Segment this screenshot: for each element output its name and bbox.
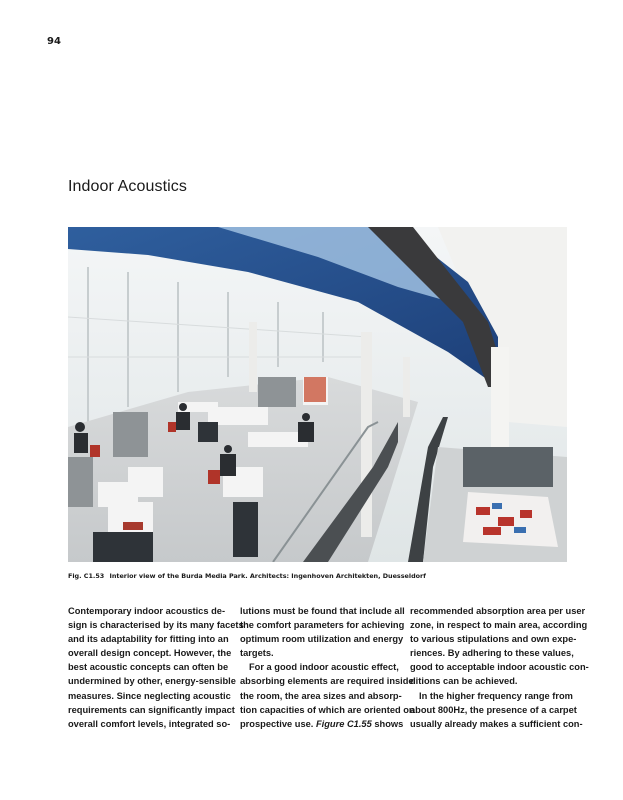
text-line: to various stipulations and own expe- xyxy=(410,634,577,645)
text-line: about 800Hz, the presence of a carpet xyxy=(410,704,577,715)
text-line: riences. By adhering to these values, xyxy=(410,648,574,659)
figure-caption-text: Interior view of the Burda Media Park. Architects: Ingenhoven Architekten, Duesseldorf xyxy=(109,572,426,580)
text-line: requirements can significantly impact xyxy=(68,704,235,715)
text-line: absorbing elements are required inside xyxy=(240,676,414,687)
text-line: recommended absorption area per user xyxy=(410,606,586,616)
figure-label: Fig. C1.53 xyxy=(68,572,105,580)
text-fragment: shows xyxy=(371,718,404,729)
text-line: undermined by other, energy-sensible xyxy=(68,676,236,687)
text-line: ditions can be achieved. xyxy=(410,676,518,687)
text-line: best acoustic concepts can often be xyxy=(68,662,229,673)
text-line: For a good indoor acoustic effect, xyxy=(249,662,399,673)
text-line: the room, the area sizes and absorp- xyxy=(240,690,402,701)
text-line: targets. xyxy=(240,648,274,659)
text-line: overall design concept. However, the xyxy=(68,648,232,659)
text-line: Contemporary indoor acoustics de- xyxy=(68,606,226,616)
text-fragment: prospective use. xyxy=(240,718,314,729)
text-column-3 xyxy=(410,604,589,731)
section-title: Indoor Acoustics xyxy=(68,178,187,195)
text-line: usually already makes a sufficient con- xyxy=(410,718,583,729)
office-interior-photo xyxy=(68,227,567,562)
text-line: the comfort parameters for achieving xyxy=(240,620,405,631)
text-line: In the higher frequency range from xyxy=(419,690,573,701)
text-line: optimum room utilization and energy xyxy=(240,634,404,645)
page-number: 94 xyxy=(47,36,61,47)
text-line: sign is characterised by its many facets xyxy=(68,620,244,631)
text-line xyxy=(240,717,404,731)
text-line: lutions must be found that include all xyxy=(240,606,405,616)
text-line: tion capacities of which are oriented on xyxy=(240,704,415,715)
text-column-1 xyxy=(68,604,244,731)
text-line: overall comfort levels, integrated so- xyxy=(68,718,231,729)
figure-caption xyxy=(68,572,567,580)
text-line: zone, in respect to main area, according xyxy=(410,620,588,631)
text-line: good to acceptable indoor acoustic con- xyxy=(410,662,589,673)
figure-reference: Figure C1.55 xyxy=(315,718,372,729)
text-column-2 xyxy=(240,604,415,731)
text-line: and its adaptability for fitting into an xyxy=(68,634,229,645)
text-line: measures. Since neglecting acoustic xyxy=(68,690,231,701)
